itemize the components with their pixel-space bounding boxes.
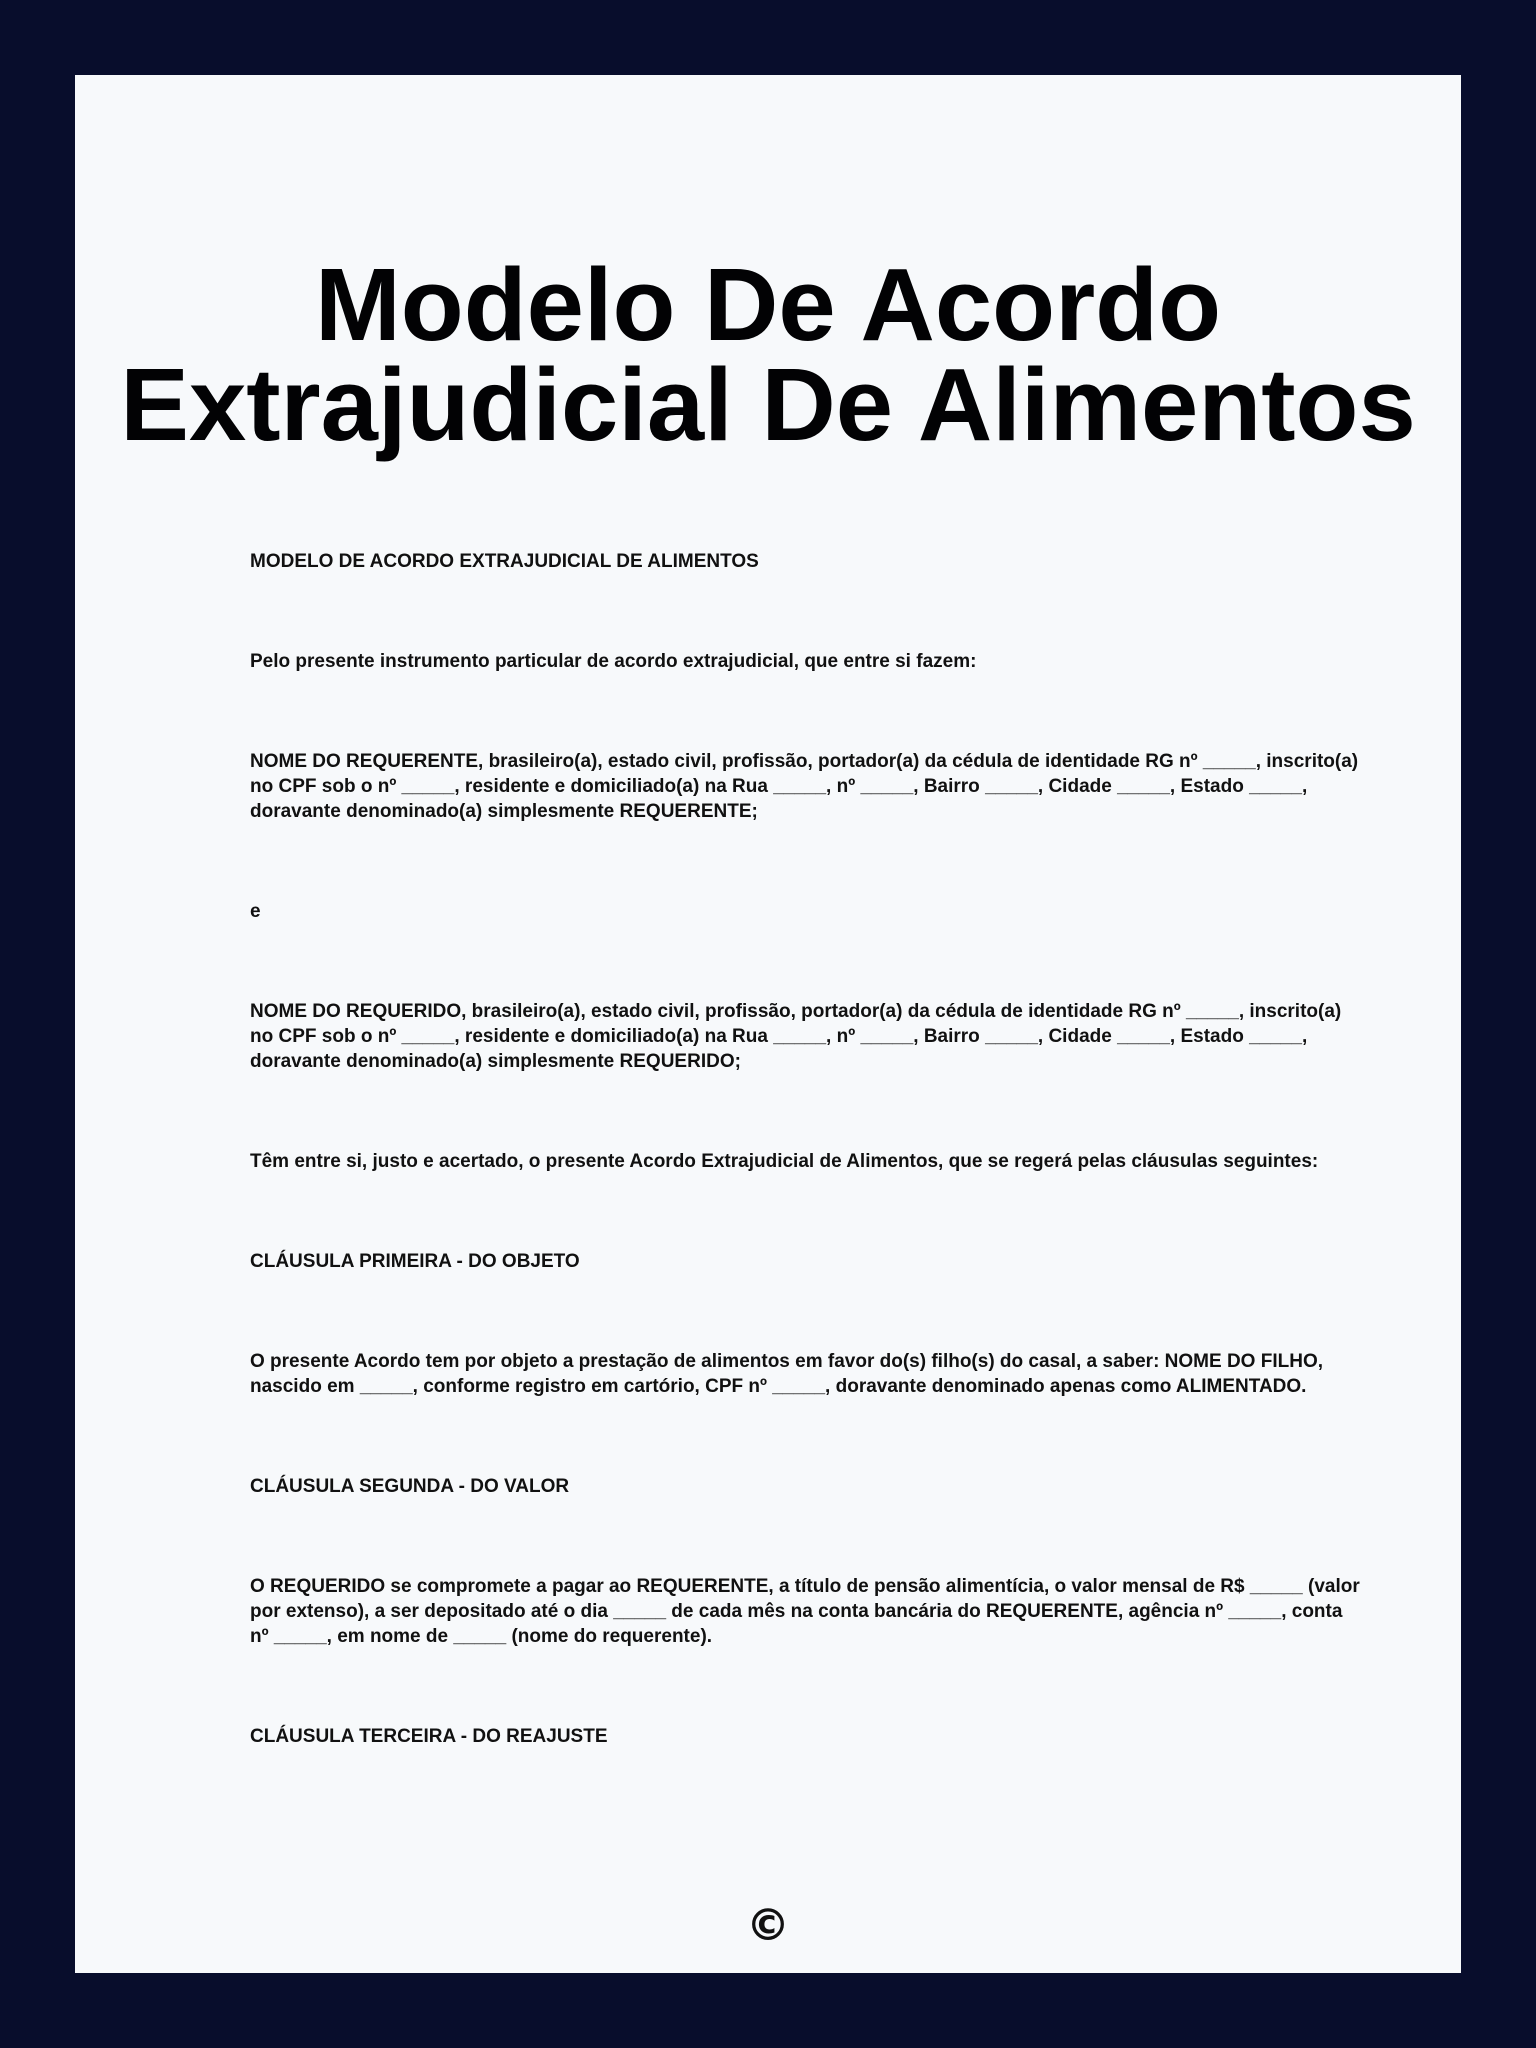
requerente-paragraph: NOME DO REQUERENTE, brasileiro(a), estado civil, profissão, portador(a) da cédula de identidade RG nº _____, inscrito(a) no CPF sob o nº _____, residente e domiciliado(a) na Rua _____, nº _____, Bairro _____, Cidade _____, Estado _____, doravante denominado(a) simplesmente REQUERENTE; xyxy=(250,751,1359,822)
heading-modelo: MODELO DE ACORDO EXTRAJUDICIAL DE ALIMENTOS xyxy=(250,551,759,572)
clause-1-text: O presente Acordo tem por objeto a prestação de alimentos em favor do(s) filho(s) do casal, a saber: NOME DO FILHO, nascido em _____, conforme registro em cartório, CPF nº _____, doravante denominado apenas como ALIMENTADO. xyxy=(250,1351,1324,1397)
agreement-paragraph: Têm entre si, justo e acertado, o presente Acordo Extrajudicial de Alimentos, que se regerá pelas cláusulas seguintes: xyxy=(250,1151,1319,1172)
clause-2-heading: CLÁUSULA SEGUNDA - DO VALOR xyxy=(250,1476,570,1497)
requerido-paragraph: NOME DO REQUERIDO, brasileiro(a), estado civil, profissão, portador(a) da cédula de identidade RG nº _____, inscrito(a) no CPF sob o nº _____, residente e domiciliado(a) na Rua _____, nº _____, Bairro _____, Cidade _____, Estado _____, doravante denominado(a) simplesmente REQUERIDO; xyxy=(250,1001,1342,1072)
clause-2-text: O REQUERIDO se compromete a pagar ao REQUERENTE, a título de pensão alimentícia, o valor mensal de R$ _____ (valor por extenso), a ser depositado até o dia _____ de cada mês na conta bancária do REQUERENTE, agência nº _____, conta nº _____, em nome de _____ (nome do requerente). xyxy=(250,1576,1360,1647)
copyright-icon: © xyxy=(746,1900,790,1951)
document-body xyxy=(250,549,1360,1824)
conjunction-paragraph: e xyxy=(250,901,261,922)
document-title xyxy=(75,247,1461,462)
clause-3-heading: CLÁUSULA TERCEIRA - DO REAJUSTE xyxy=(250,1726,608,1747)
title-line-1: Modelo De Acordo xyxy=(314,247,1222,362)
title-line-2: Extrajudicial De Alimentos xyxy=(120,347,1416,462)
document-page xyxy=(75,75,1461,1973)
intro-paragraph: Pelo presente instrumento particular de acordo extrajudicial, que entre si fazem: xyxy=(250,651,977,672)
clause-1-heading: CLÁUSULA PRIMEIRA - DO OBJETO xyxy=(250,1251,580,1272)
